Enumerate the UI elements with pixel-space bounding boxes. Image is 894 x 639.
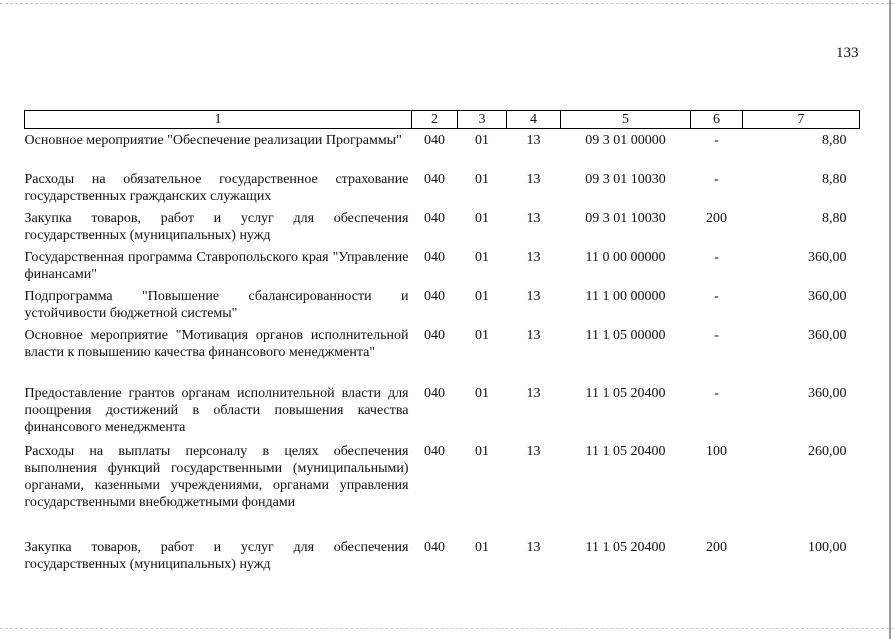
row-target-code: 11 1 05 20400	[585, 386, 666, 401]
row-amount: 360,00	[808, 328, 847, 343]
row-expense-type: -	[714, 386, 719, 401]
row-expense-type: -	[714, 328, 719, 343]
row-section-code: 01	[475, 133, 489, 148]
column-header: 6	[691, 111, 743, 129]
column-header: 3	[458, 111, 507, 129]
column-header: 5	[561, 111, 691, 129]
row-amount: 8,80	[822, 172, 847, 187]
row-ministry-code: 040	[424, 328, 445, 343]
row-amount: 100,00	[808, 540, 847, 555]
row-ministry-code: 040	[424, 289, 445, 304]
row-amount: 360,00	[808, 386, 847, 401]
row-subsection-code: 13	[526, 133, 541, 148]
table-row	[25, 382, 860, 440]
scan-edge-top	[0, 3, 894, 4]
column-header: 4	[507, 111, 561, 129]
table-row	[25, 129, 860, 169]
row-expense-type: -	[714, 289, 719, 304]
row-name: Закупка товаров, работ и услуг для обеспечения государственных (муниципальных) нужд	[24, 211, 409, 243]
row-target-code: 09 3 01 10030	[585, 211, 666, 226]
row-subsection-code: 13	[526, 289, 541, 304]
row-expense-type: -	[714, 250, 719, 265]
row-expense-type: -	[714, 172, 719, 187]
column-header: 7	[743, 111, 860, 129]
row-target-code: 11 1 05 20400	[585, 444, 666, 459]
row-name: Государственная программа Ставропольского края "Управление финансами"	[24, 250, 409, 282]
row-expense-type: 200	[706, 211, 727, 226]
budget-table	[24, 110, 860, 575]
row-subsection-code: 13	[526, 444, 541, 459]
row-name: Основное мероприятие "Обеспечение реализации Программы"	[24, 133, 402, 148]
row-amount: 8,80	[822, 133, 847, 148]
table-row	[25, 168, 860, 207]
row-section-code: 01	[475, 328, 489, 343]
column-header: 2	[412, 111, 458, 129]
row-section-code: 01	[475, 444, 489, 459]
row-ministry-code: 040	[424, 540, 445, 555]
row-target-code: 09 3 01 00000	[585, 133, 666, 148]
scan-edge-right	[889, 0, 891, 639]
row-subsection-code: 13	[526, 540, 541, 555]
row-subsection-code: 13	[526, 386, 541, 401]
column-header: 1	[25, 111, 412, 129]
scan-edge-bottom	[0, 628, 894, 629]
table-row	[25, 536, 860, 575]
row-amount: 360,00	[808, 250, 847, 265]
row-target-code: 11 0 00 00000	[585, 250, 666, 265]
row-section-code: 01	[475, 172, 489, 187]
row-name: Расходы на обязательное государственное страхование государственных гражданских служащих	[24, 172, 409, 204]
row-subsection-code: 13	[526, 250, 541, 265]
row-expense-type: 200	[706, 540, 727, 555]
row-target-code: 11 1 05 00000	[585, 328, 666, 343]
row-target-code: 11 1 05 20400	[585, 540, 666, 555]
row-section-code: 01	[475, 250, 489, 265]
row-name: Предоставление грантов органам исполнительной власти для поощрения достижений в области повышения качества финансового менеджмента	[24, 386, 409, 435]
row-amount: 260,00	[808, 444, 847, 459]
row-name: Подпрограмма "Повышение сбалансированности и устойчивости бюджетной системы"	[24, 289, 409, 321]
row-expense-type: -	[714, 133, 719, 148]
row-target-code: 11 1 00 00000	[585, 289, 666, 304]
row-ministry-code: 040	[424, 386, 445, 401]
row-section-code: 01	[475, 211, 489, 226]
row-ministry-code: 040	[424, 444, 445, 459]
header-row	[25, 111, 860, 129]
table-row	[25, 440, 860, 536]
row-amount: 8,80	[822, 211, 847, 226]
row-expense-type: 100	[706, 444, 727, 459]
row-name: Основное мероприятие "Мотивация органов исполнительной власти к повышению качества финансового менеджмента"	[24, 328, 409, 360]
table-row	[25, 207, 860, 246]
row-subsection-code: 13	[526, 211, 541, 226]
row-name: Закупка товаров, работ и услуг для обеспечения государственных (муниципальных) нужд	[24, 540, 409, 572]
table-row	[25, 285, 860, 324]
row-ministry-code: 040	[424, 133, 445, 148]
row-amount: 360,00	[808, 289, 847, 304]
row-section-code: 01	[475, 386, 489, 401]
page-number: 133	[836, 45, 859, 61]
row-name: Расходы на выплаты персоналу в целях обеспечения выполнения функций государственными (муниципальными) органами, казенными учреждениями, органами управления государственными внебюджетными фондами	[24, 444, 409, 510]
row-subsection-code: 13	[526, 328, 541, 343]
row-ministry-code: 040	[424, 172, 445, 187]
row-target-code: 09 3 01 10030	[585, 172, 666, 187]
row-ministry-code: 040	[424, 211, 445, 226]
table-row	[25, 324, 860, 382]
row-section-code: 01	[475, 289, 489, 304]
row-ministry-code: 040	[424, 250, 445, 265]
row-subsection-code: 13	[526, 172, 541, 187]
table-row	[25, 246, 860, 285]
row-section-code: 01	[475, 540, 489, 555]
